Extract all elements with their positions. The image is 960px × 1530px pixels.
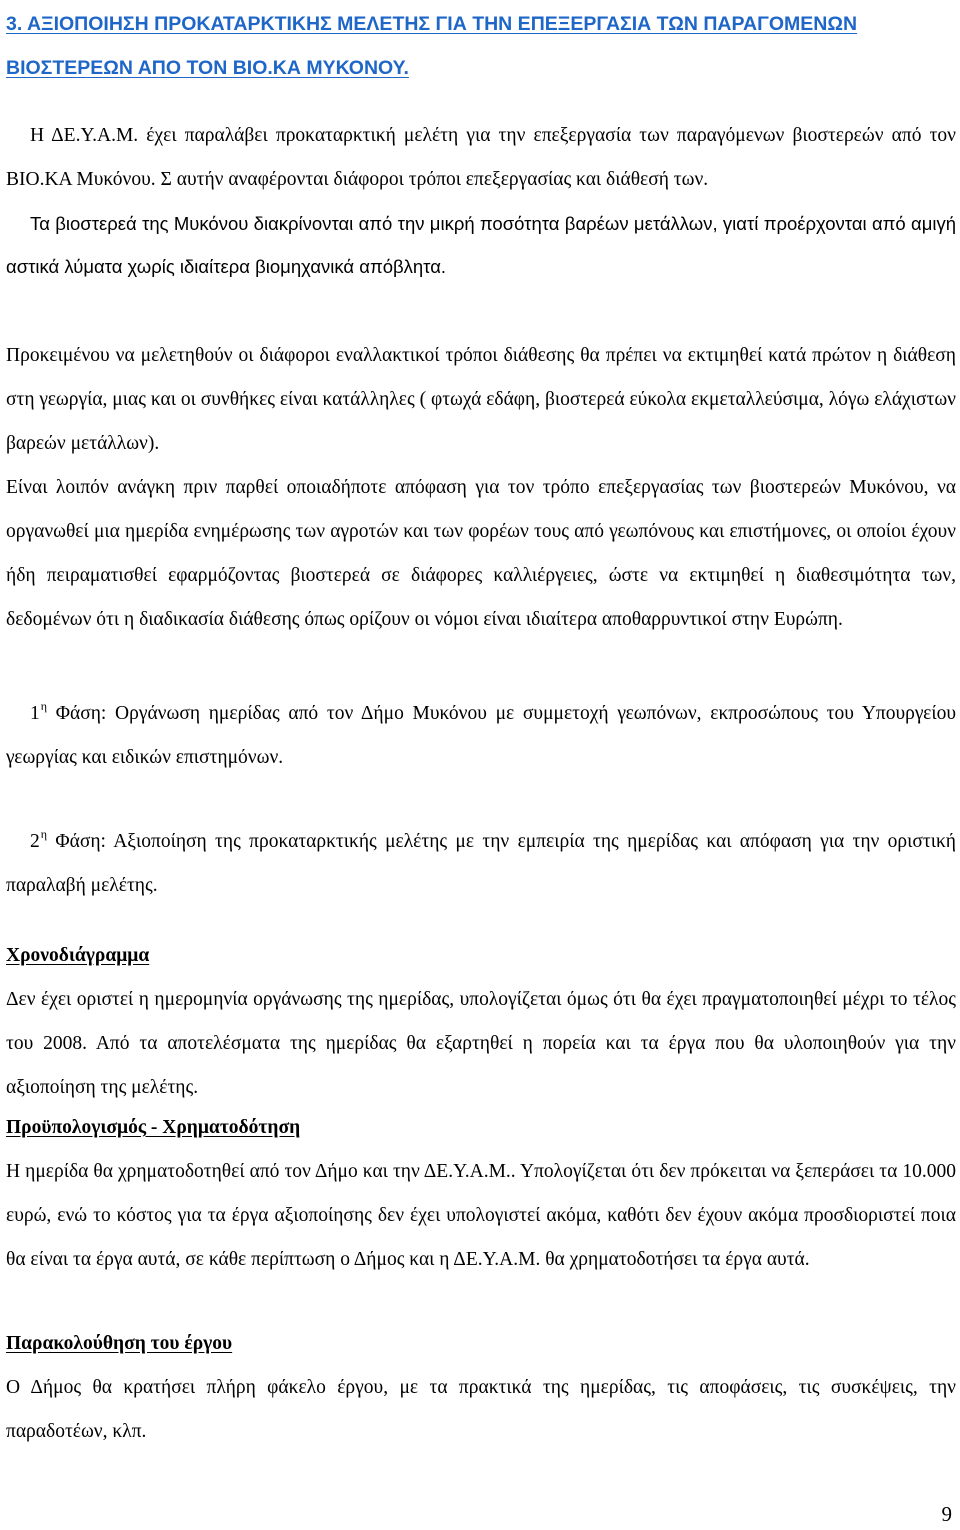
phase-2 [6, 812, 956, 908]
budget-heading: Προϋπολογισμός - Χρηματοδότηση [6, 1117, 301, 1138]
monitoring-paragraph: Ο Δήμος θα κρατήσει πλήρη φάκελο έργου, με τα πρακτικά της ημερίδας, τις αποφάσεις, τις συσκέψεις, την παραδοτέων, κλπ. [6, 1377, 956, 1442]
need-paragraph: Είναι λοιπόν ανάγκη πριν παρθεί οποιαδήποτε απόφαση για τον τρόπο επεξεργασίας των βιοστερεών Μυκόνου, να οργανωθεί μια ημερίδα ενημέρωσης των αγροτών και των φορέων τους από γεωπόνους και επιστήμονες, οι οποίοι έχουν ήδη πειραματισθεί εφαρμόζοντας βιοστερεά σε διάφορες καλλιέργειες, ώστε να εκτιμηθεί η διαθεσιμότητα των, δεδομένων ότι η διαδικασία διάθεσης όπως ορίζουν οι νόμοι είναι ιδιαίτερα αποθαρρυντικοί στην Ευρώπη. [6, 477, 956, 630]
monitoring-heading: Παρακολούθηση του έργου [6, 1333, 233, 1354]
phase-2-text: Φάση: Αξιοποίηση της προκαταρκτικής μελέτης με την εμπειρία της ημερίδας και απόφαση για την οριστική παραλαβή μελέτης. [6, 831, 957, 896]
section-title: 3. ΑΞΙΟΠΟΙΗΣΗ ΠΡΟΚΑΤΑΡΚΤΙΚΗΣ ΜΕΛΕΤΗΣ ΓΙΑ ΤΗΝ ΕΠΕΞΕΡΓΑΣΙΑ ΤΩΝ ΠΑΡΑΓΟΜΕΝΩΝ ΒΙΟΣΤΕΡΕΩΝ ΑΠΟ ΤΟΝ ΒΙΟ.ΚΑ ΜΥΚΟΝΟΥ. [6, 13, 858, 79]
alternatives-paragraph: Προκειμένου να μελετηθούν οι διάφοροι εναλλακτικοί τρόποι διάθεσης θα πρέπει να εκτιμηθεί κατά πρώτον η διάθεση στη γεωργία, μιας και οι συνθήκες είναι κατάλληλες ( φτωχά εδάφη, βιοστερεά εύκολα εκμεταλλεύσιμα, λόγω ελάχιστων βαρεών μετάλλων). [6, 345, 956, 454]
phase-1 [6, 684, 956, 780]
phase-1-number: $1^\eta$ [30, 699, 48, 724]
budget-paragraph: Η ημερίδα θα χρηματοδοτηθεί από τον Δήμο και την ΔΕ.Υ.Α.Μ.. Υπολογίζεται ότι δεν πρόκειται να ξεπεράσει τα 10.000 ευρώ, ενώ το κόστος για τα έργα αξιοποίησης δεν έχει υπολογιστεί ακόμα, καθότι δεν έχουν ακόμα προσδιοριστεί ποια θα είναι τα έργα αυτά, σε κάθε περίπτωση ο Δήμος και η ΔΕ.Υ.Α.Μ. θα χρηματοδοτήσει τα έργα αυτά. [6, 1161, 956, 1270]
page-number: 9 [941, 1502, 952, 1526]
phase-1-text: Φάση: Οργάνωση ημερίδας από τον Δήμο Μυκόνου με συμμετοχή γεωπόνων, εκπροσώπους του Υπουργείου γεωργίας και ειδικών επιστημόνων. [6, 703, 957, 768]
schedule-heading: Χρονοδιάγραμμα [6, 945, 150, 966]
intro-paragraph: Η ΔΕ.Υ.Α.Μ. έχει παραλάβει προκαταρκτική μελέτη για την επεξεργασία των παραγόμενων βιοστερεών από τον ΒΙΟ.ΚΑ Μυκόνου. Σ αυτήν αναφέρονται διάφοροι τρόποι επεξεργασίας και διάθεσή των. [6, 125, 956, 190]
phase-2-number: $2^\eta$ [30, 827, 48, 852]
metals-paragraph: Τα βιοστερεά της Μυκόνου διακρίνονται από την μικρή ποσότητα βαρέων μετάλλων, γιατί προέρχονται από αμιγή αστικά λύματα χωρίς ιδιαίτερα βιομηχανικά απόβλητα. [6, 213, 956, 277]
schedule-paragraph: Δεν έχει οριστεί η ημερομηνία οργάνωσης της ημερίδας, υπολογίζεται όμως ότι θα έχει πραγματοποιηθεί μέχρι το τέλος του 2008. Από τα αποτελέσματα της ημερίδας θα εξαρτηθεί η πορεία και τα έργα που θα υλοποιηθούν για την αξιοποίηση της μελέτης. [6, 989, 956, 1098]
